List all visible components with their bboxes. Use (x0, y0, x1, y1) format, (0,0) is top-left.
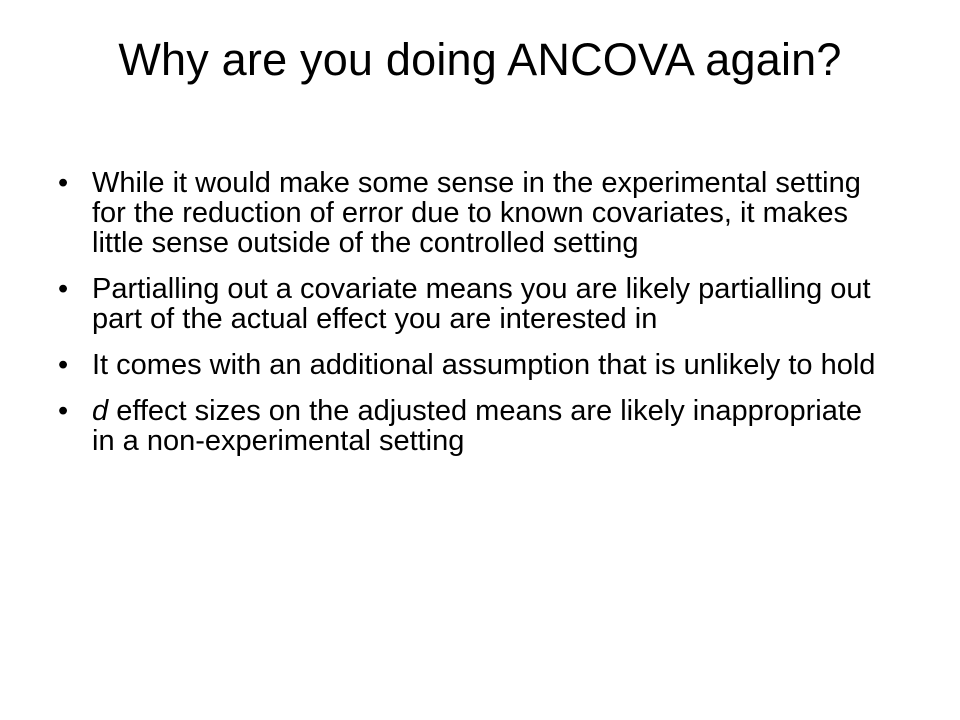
bullet-icon: • (58, 395, 69, 427)
bullet-icon: • (58, 273, 69, 305)
bullet-text: effect sizes on the adjusted means are likely inappropriate in a non-experimental setting (92, 395, 863, 457)
bullet-icon: • (58, 167, 69, 199)
bullet-item (58, 168, 878, 258)
bullet-text: Partialling out a covariate means you are likely partialling out part of the actual effect you are interested in (92, 273, 871, 335)
slide-title: Why are you doing ANCOVA again? (118, 34, 842, 85)
bullet-item (58, 396, 878, 456)
bullet-item (58, 350, 878, 380)
bullet-item (58, 274, 878, 334)
bullet-italic-term: d (92, 395, 109, 427)
bullet-text: While it would make some sense in the experimental setting for the reduction of error due to known covariates, it makes little sense outside of the controlled setting (92, 167, 861, 259)
bullet-text: It comes with an additional assumption that is unlikely to hold (92, 349, 876, 381)
bullet-icon: • (58, 349, 69, 381)
bullet-list (58, 168, 878, 472)
